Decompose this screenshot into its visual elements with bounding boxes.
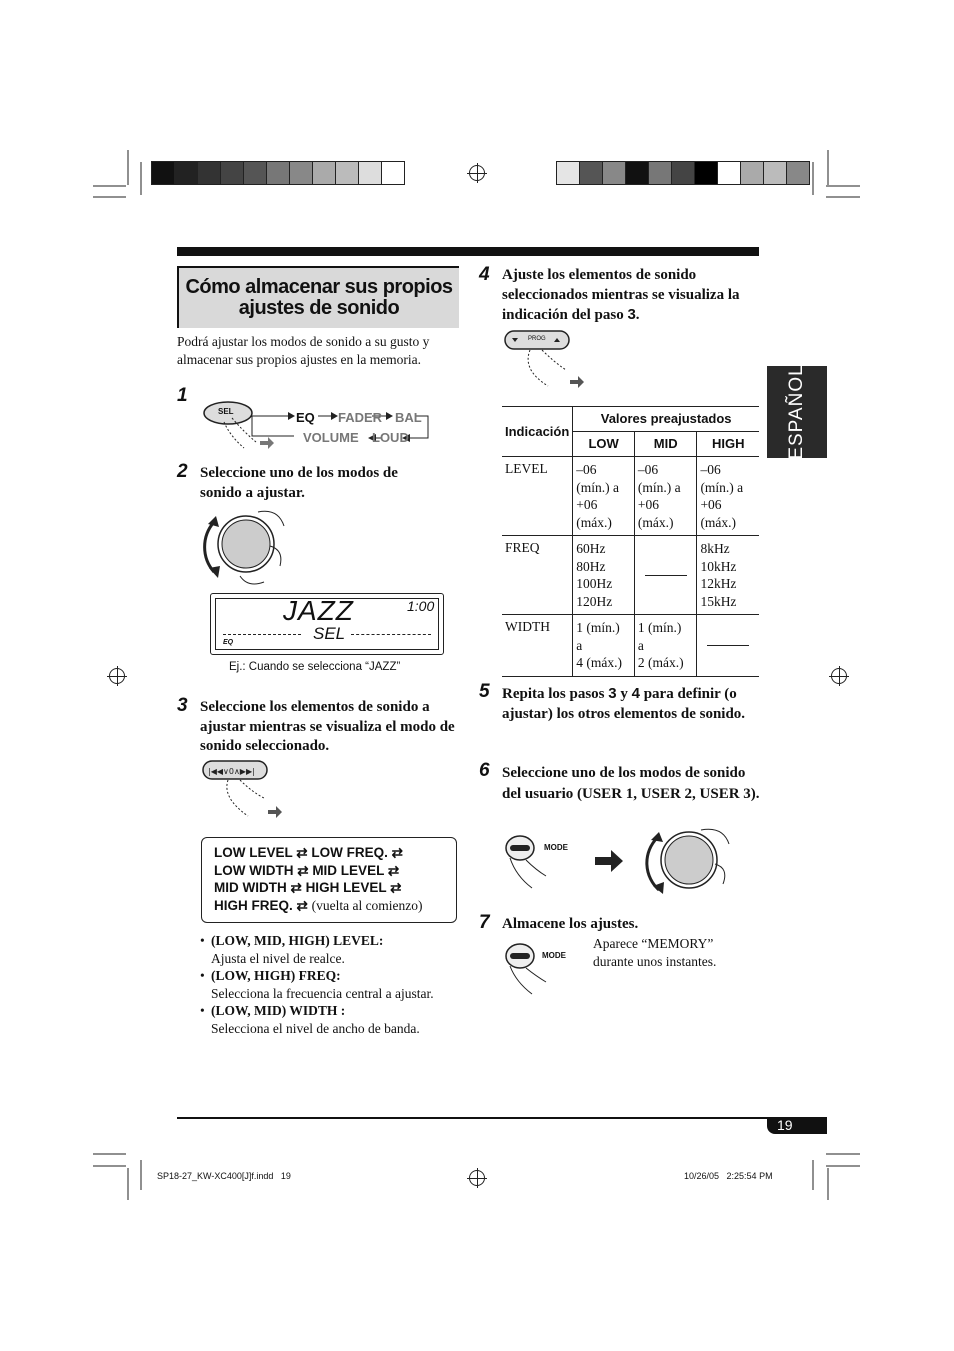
cell-line: (mín.) a (700, 479, 744, 495)
prog-button-icon[interactable] (502, 328, 592, 392)
intro-text: Podrá ajustar los modos de sonido a su gusto y almacenar sus propios ajustes en la memoria. (177, 334, 430, 367)
cell-line: 2 (máx.) (637, 655, 684, 670)
page-number: 19 (777, 1117, 793, 1133)
color-swatch (648, 161, 672, 185)
language-tab-label: ESPAÑOL (786, 364, 807, 460)
color-swatch (671, 161, 695, 185)
sound-element-sequence-box (201, 837, 457, 923)
table-cell-low (573, 536, 635, 615)
sequence-line-2: LOW WIDTH ⇄ MID LEVEL ⇄ (214, 862, 400, 878)
step-3-bullets (200, 932, 460, 1037)
color-swatch (151, 161, 175, 185)
footer-rule (177, 1117, 827, 1119)
step-2-number: 2 (177, 461, 188, 482)
color-swatch (625, 161, 649, 185)
color-swatch (243, 161, 267, 185)
cell-line: 80Hz (576, 558, 606, 574)
menu-fader: FADER (338, 410, 383, 425)
section-top-rule (177, 247, 759, 256)
table-header-valores: Valores preajustados (573, 407, 759, 432)
color-swatch (694, 161, 718, 185)
table-col-mid: MID (634, 432, 697, 457)
cell-line: (máx.) (700, 514, 737, 530)
cell-line: 12kHz (700, 576, 737, 591)
cell-line: a (576, 637, 583, 653)
display-eq-indicator: EQ (223, 639, 234, 646)
table-col-low: LOW (573, 432, 635, 457)
cell-line: (mín.) a (637, 479, 681, 495)
step-7-text: Almacene los ajustes. (502, 916, 639, 932)
row-label: LEVEL (502, 457, 573, 536)
row-label: FREQ (502, 536, 573, 615)
cell-line: 8kHz (700, 541, 730, 556)
display-clock: 1:00 (407, 598, 435, 614)
step-1-illustration (200, 396, 440, 456)
display-sub-text: SEL (313, 624, 346, 643)
control-dial-icon-step6[interactable] (645, 826, 735, 898)
cell-line: 15kHz (700, 593, 737, 609)
sequence-line-4: HIGH FREQ. ⇄ (vuelta al comienzo) (214, 897, 423, 913)
sequence-line-3: MID WIDTH ⇄ HIGH LEVEL ⇄ (214, 880, 402, 895)
title-line-2: ajustes de sonido (238, 297, 400, 319)
mode-button-icon-step7[interactable] (502, 940, 582, 998)
table-col-high: HIGH (697, 432, 759, 457)
table-row (502, 457, 759, 536)
step-3-text: Seleccione los elementos de sonido a ajustar mientras se visualiza el modo de sonido seleccionado. (200, 699, 455, 754)
page-number-badge (767, 1117, 827, 1134)
section-title-box (177, 266, 459, 328)
step-1-number: 1 (177, 385, 188, 406)
cell-line: –06 (700, 462, 721, 477)
color-swatch (602, 161, 626, 185)
cell-line: a (637, 637, 644, 653)
menu-bal: BAL (395, 410, 422, 425)
cell-line: 10kHz (700, 558, 737, 574)
table-cell-high (697, 457, 759, 536)
cell-line: +06 (576, 497, 598, 512)
step-5-number: 5 (479, 681, 490, 702)
step-7-number: 7 (479, 912, 490, 933)
display-caption: Ej.: Cuando se selecciona “JAZZ” (229, 661, 401, 673)
color-swatch (786, 161, 810, 185)
sequence-line-1: LOW LEVEL ⇄ LOW FREQ. ⇄ (214, 845, 403, 860)
table-header-indicacion: Indicación (502, 407, 573, 457)
step-4-number: 4 (479, 264, 490, 285)
color-swatch (381, 161, 405, 185)
table-cell-high (697, 615, 759, 677)
cell-line: +06 (637, 497, 660, 512)
table-row (502, 615, 759, 677)
color-swatch (358, 161, 382, 185)
step-2-text: Seleccione uno de los modos de sonido a ajustar. (200, 465, 398, 501)
bullet-level: • (LOW, MID, HIGH) LEVEL: Ajusta el nivel de realce. (200, 933, 384, 966)
step-4-text: Ajuste los elementos de sonido seleccionados mientras se visualiza la indicación del paso 3. (502, 267, 740, 323)
cell-line: 60Hz (576, 541, 606, 556)
arrow-right-icon (595, 850, 625, 877)
menu-loud: LOUD (372, 430, 409, 445)
mode-label-step7: MODE (542, 951, 566, 960)
cell-line: +06 (700, 497, 722, 512)
color-swatch (763, 161, 787, 185)
color-calibration-bar-right (556, 161, 809, 185)
step-6-text: Seleccione uno de los modos de sonido del usuario (USER 1, USER 2, USER 3). (502, 765, 760, 802)
cell-line: –06 (576, 462, 597, 477)
footer-date: 10/26/05 2:25:54 PM (684, 1171, 773, 1181)
control-dial-icon[interactable] (200, 506, 290, 588)
cell-line: 120Hz (576, 593, 613, 609)
svg-text:|◀◀∨0∧▶▶|: |◀◀∨0∧▶▶| (208, 767, 255, 776)
table-cell-mid (634, 536, 697, 615)
row-label: WIDTH (502, 615, 573, 677)
color-swatch (556, 161, 580, 185)
step-5-text: Repita los pasos 3 y 4 para definir (o ajustar) los otros elementos de sonido. (502, 685, 746, 722)
menu-eq: EQ (296, 410, 315, 425)
color-swatch (197, 161, 221, 185)
color-swatch (579, 161, 603, 185)
lcd-display (210, 593, 444, 655)
cell-line: (máx.) (576, 514, 612, 530)
menu-volume: VOLUME (303, 430, 359, 445)
cell-line: (mín.) a (576, 479, 620, 495)
color-swatch (312, 161, 336, 185)
title-line-1: Cómo almacenar sus propios (185, 276, 453, 298)
color-swatch (174, 161, 198, 185)
step-3-number: 3 (177, 695, 188, 716)
cell-line: –06 (637, 462, 659, 477)
skip-buttons-icon[interactable] (200, 758, 290, 822)
preset-values-table (502, 406, 759, 677)
step-6-number: 6 (479, 760, 490, 781)
sel-button[interactable]: SEL (218, 407, 234, 416)
table-cell-mid (634, 615, 697, 677)
table-cell-high (697, 536, 759, 615)
display-main-text: JAZZ (283, 595, 354, 626)
color-swatch (717, 161, 741, 185)
color-swatch (740, 161, 764, 185)
prog-label: PROG (528, 336, 546, 342)
bullet-width: • (LOW, MID) WIDTH : Selecciona el nivel de ancho de banda. (200, 1003, 420, 1036)
table-cell-low (573, 615, 635, 677)
table-row (502, 536, 759, 615)
table-cell-low (573, 457, 635, 536)
empty-dash (645, 575, 687, 576)
mode-label-step6: MODE (544, 843, 568, 852)
cell-line: 4 (máx.) (576, 655, 623, 670)
table-cell-mid (634, 457, 697, 536)
color-swatch (220, 161, 244, 185)
cell-line: 100Hz (576, 576, 613, 591)
color-swatch (289, 161, 313, 185)
section-title (179, 277, 459, 319)
bullet-freq: • (LOW, HIGH) FREQ: Selecciona la frecuencia central a ajustar. (200, 968, 434, 1001)
mode-button-icon[interactable] (502, 832, 582, 892)
cell-line: 1 (mín.) (576, 620, 620, 635)
language-tab (767, 366, 827, 458)
footer-file: SP18-27_KW-XC400[J]f.indd 19 (157, 1171, 291, 1181)
cell-line: 1 (mín.) (637, 620, 682, 635)
color-swatch (266, 161, 290, 185)
step-7-note: Aparece “MEMORY” durante unos instantes. (593, 936, 717, 969)
cell-line: (máx.) (637, 514, 674, 530)
color-swatch (335, 161, 359, 185)
empty-dash (707, 645, 749, 646)
color-calibration-bar-left (151, 161, 404, 185)
